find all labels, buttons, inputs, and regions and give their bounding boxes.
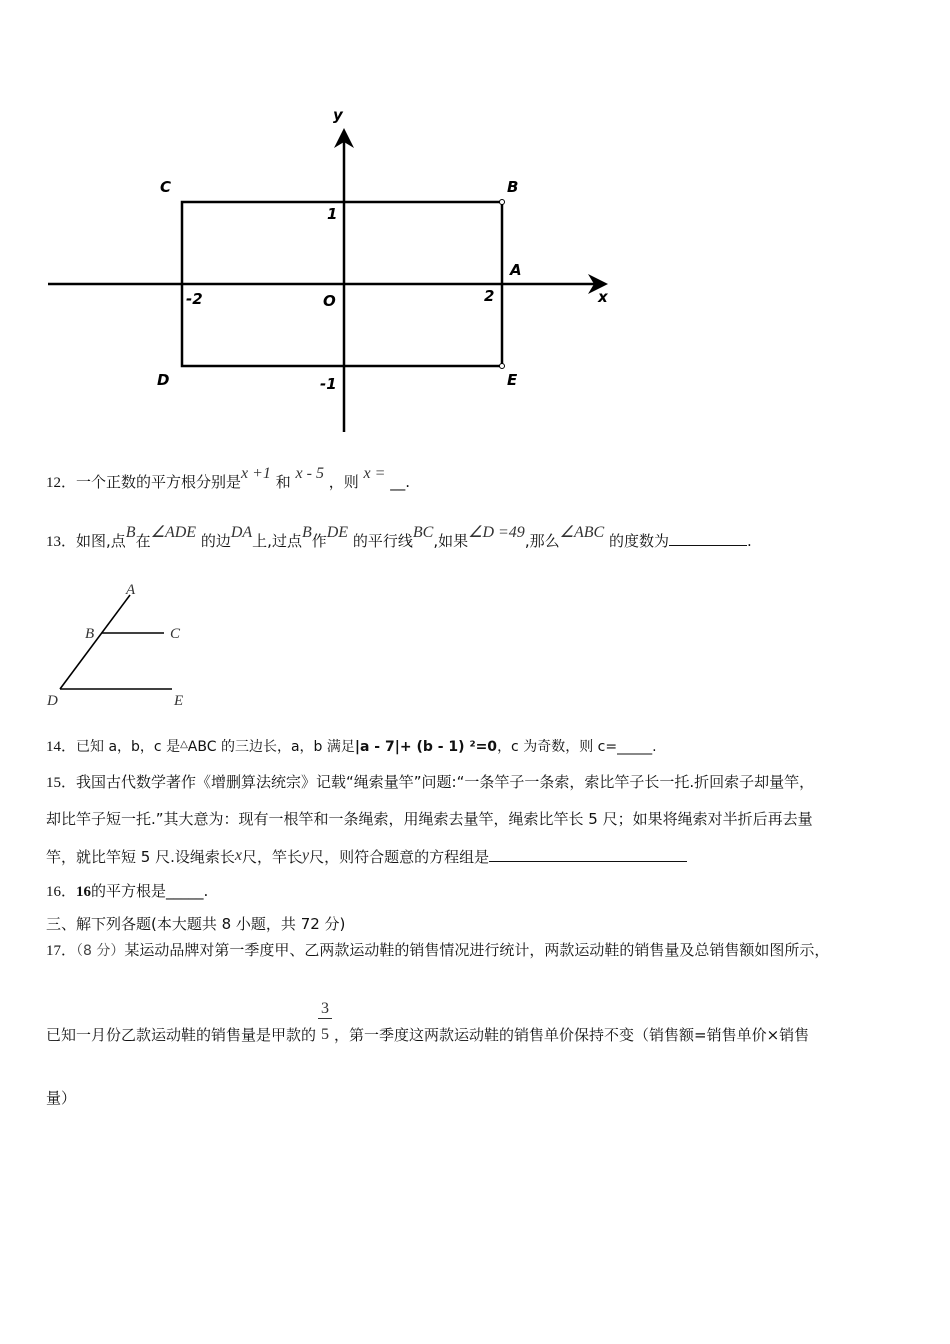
question-12 <box>46 465 410 493</box>
question-14 <box>46 737 657 759</box>
ray-da <box>60 595 130 689</box>
fraction-numerator: 3 <box>318 1000 332 1019</box>
answer-blank[interactable]: _____ <box>166 882 204 900</box>
question-text: 的边 <box>200 532 231 550</box>
question-text: ，c 为奇数，则 c= <box>497 739 618 755</box>
math-expr: BC <box>412 524 434 541</box>
question-17-line-2 <box>46 1000 810 1045</box>
question-text: ,那么 <box>524 532 560 550</box>
question-number: 15． <box>46 775 77 791</box>
number-bold: 16 <box>76 884 92 900</box>
question-text: . <box>746 532 752 550</box>
tick-x-pos: 2 <box>484 287 495 305</box>
question-text: 已知一月份乙款运动鞋的销售量是甲款的 <box>46 1026 317 1044</box>
angle-figure <box>40 578 200 713</box>
question-17-line-3 <box>46 1088 76 1108</box>
answer-blank[interactable] <box>489 847 687 862</box>
triangle-symbol: △ <box>180 739 188 750</box>
answer-blank[interactable]: __ <box>390 473 406 491</box>
point-e-dot <box>500 364 505 369</box>
section-title: 三、解下列各题(本大题共 8 小题，共 72 分) <box>46 915 346 933</box>
math-expr: B <box>301 524 312 541</box>
question-text: . <box>405 473 410 491</box>
question-text: 我国古代数学著作《增删算法统宗》记载“绳索量竿”问题:“一条竿子一条索，索比竿子长一托.折回索子却量竿， <box>76 773 815 791</box>
math-expr: ∠ABC <box>559 524 605 541</box>
coordinate-figure <box>0 0 640 445</box>
question-15 <box>46 772 814 793</box>
question-text: 的平方根是 <box>91 882 167 900</box>
question-13 <box>46 524 752 552</box>
question-text: 已知 a，b，c 是 <box>76 739 181 755</box>
label-d: D <box>47 693 58 709</box>
label-b: B <box>85 626 95 642</box>
question-text: 的平行线 <box>352 532 413 550</box>
question-text: 上,过点 <box>252 532 302 550</box>
math-expr: x = <box>363 465 386 482</box>
question-score: （8 分） <box>76 943 125 959</box>
tick-y-neg: -1 <box>320 375 337 393</box>
question-text: 某运动品牌对第一季度甲、乙两款运动鞋的销售情况进行统计，两款运动鞋的销售量及总销售额如图所示， <box>124 941 830 959</box>
question-text: 却比竿子短一托.”其大意为：现有一根竿和一条绳索，用绳索去量竿，绳索比竿长 5 尺；如果将绳索对半折后再去量 <box>46 810 813 828</box>
fraction-three-fifths <box>318 1000 332 1044</box>
origin-label: O <box>323 292 336 310</box>
fraction-denominator: 5 <box>321 1026 330 1043</box>
question-text: . <box>203 882 209 900</box>
point-a-label: A <box>510 261 522 279</box>
point-c-label: C <box>160 178 172 196</box>
math-expr: x +1 <box>241 465 271 482</box>
y-axis-label: y <box>333 106 343 124</box>
label-a: A <box>126 582 136 598</box>
question-number: 12． <box>46 475 77 491</box>
question-text: 量） <box>46 1089 77 1107</box>
question-text: 竿，就比竿短 5 尺.设绳索长 <box>46 848 235 866</box>
section-3-title <box>46 914 345 934</box>
question-text: 的度数为 <box>608 532 669 550</box>
math-expr: x - 5 <box>295 465 324 482</box>
math-var-x: x <box>234 847 242 864</box>
question-text: ,如果 <box>433 532 469 550</box>
question-text: 如图,点 <box>76 532 126 550</box>
tick-y-pos: 1 <box>327 205 338 223</box>
label-e: E <box>174 693 184 709</box>
x-axis-label: x <box>598 288 608 306</box>
math-var-y: y <box>301 847 310 864</box>
question-text: 和 <box>275 473 291 491</box>
tick-x-neg: -2 <box>186 290 203 308</box>
question-text: ABC 的三边长，a，b 满足 <box>187 739 355 755</box>
question-number: 16． <box>46 884 77 900</box>
question-17 <box>46 940 829 961</box>
math-expr: |a - 7|+ (b - 1) ²=0 <box>354 739 498 755</box>
question-15-line-2 <box>46 809 813 829</box>
question-number: 17． <box>46 943 77 959</box>
math-expr: DE <box>326 524 349 541</box>
label-c: C <box>170 626 181 642</box>
question-text: 尺，则符合题意的方程组是 <box>309 848 490 866</box>
question-15-line-3 <box>46 847 687 868</box>
question-text: 一个正数的平方根分别是 <box>76 473 242 491</box>
answer-blank[interactable]: _____ <box>617 739 653 755</box>
math-expr: ∠D =49 <box>468 524 525 541</box>
question-text: . <box>652 739 657 755</box>
question-number: 13． <box>46 534 77 550</box>
question-text: ，则 <box>328 473 359 491</box>
point-b-dot <box>500 200 505 205</box>
point-d-label: D <box>157 371 170 389</box>
point-b-label: B <box>507 178 519 196</box>
math-expr: DA <box>230 524 253 541</box>
question-text: 在 <box>135 532 151 550</box>
question-16 <box>46 881 208 902</box>
question-text: 作 <box>311 532 327 550</box>
question-number: 14． <box>46 739 77 755</box>
question-text: ，第一季度这两款运动鞋的销售单价保持不变（销售额=销售单价×销售 <box>334 1026 810 1044</box>
question-text: 尺，竿长 <box>241 848 302 866</box>
point-e-label: E <box>507 371 518 389</box>
math-expr: ∠ADE <box>150 524 197 541</box>
math-expr: B <box>125 524 136 541</box>
answer-blank[interactable] <box>669 531 747 546</box>
